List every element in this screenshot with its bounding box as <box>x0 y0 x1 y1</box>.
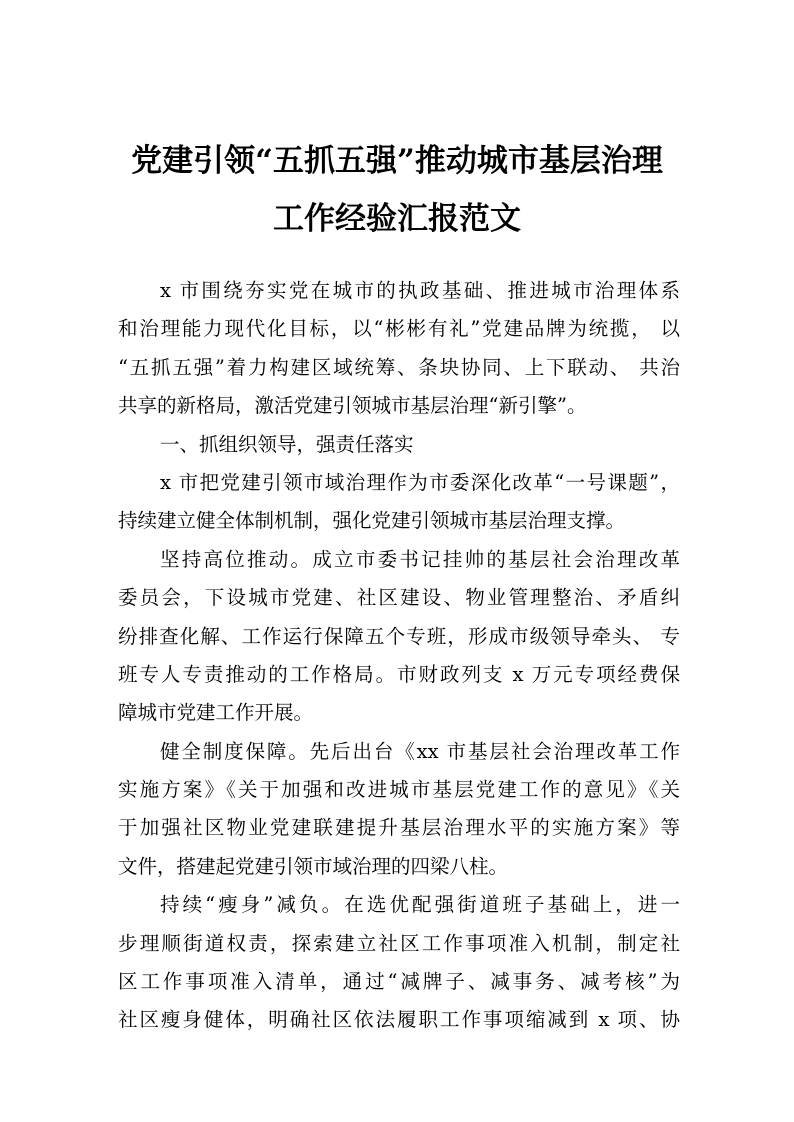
body-line: 社区瘦身健体，明确社区依法履职工作事项缩减到 x 项、协 <box>118 1008 680 1032</box>
body-line: 持续“瘦身”减负。在选优配强街道班子基础上，进一 <box>160 893 680 917</box>
document-body <box>118 272 680 1040</box>
body-line: “五抓五强”着力构建区域统筹、条块协同、上下联动、 共治 <box>118 355 680 379</box>
body-line: 班专人专责推动的工作格局。市财政列支 x 万元专项经费保 <box>118 662 680 686</box>
body-line: 区工作事项准入清单，通过“减牌子、减事务、减考核”为 <box>118 970 680 994</box>
document-title-line-2: 工作经验汇报范文 <box>273 201 521 237</box>
body-line: 健全制度保障。先后出台《xx 市基层社会治理改革工作 <box>160 739 680 763</box>
body-line: 步理顺街道权责，探索建立社区工作事项准入机制，制定社 <box>118 931 680 955</box>
body-line: 共享的新格局，激活党建引领城市基层治理“新引擎”。 <box>118 394 587 418</box>
body-line: 于加强社区物业党建联建提升基层治理水平的实施方案》等 <box>118 816 680 840</box>
body-line: 纷排查化解、工作运行保障五个专班，形成市级领导牵头、 专 <box>118 624 680 648</box>
body-line: 实施方案》《关于加强和改进城市基层党建工作的意见》《关 <box>118 778 680 802</box>
document-title-line-1: 党建引领“五抓五强”推动城市基层治理 <box>131 143 663 179</box>
section-heading: 一、抓组织领导，强责任落实 <box>160 432 414 456</box>
body-line: 持续建立健全体制机制，强化党建引领城市基层治理支撑。 <box>118 509 626 533</box>
body-line: 委员会，下设城市党建、社区建设、物业管理整治、矛盾纠 <box>118 586 680 610</box>
body-line: 文件，搭建起党建引领市域治理的四梁八柱。 <box>118 854 509 878</box>
body-line: x 市把党建引领市域治理作为市委深化改革“一号课题”， <box>160 470 680 494</box>
body-line: 坚持高位推动。成立市委书记挂帅的基层社会治理改革 <box>160 547 680 571</box>
body-line: x 市围绕夯实党在城市的执政基础、推进城市治理体系 <box>160 279 680 302</box>
body-line: 障城市党建工作开展。 <box>118 701 314 725</box>
body-line: 和治理能力现代化目标，以“彬彬有礼”党建品牌为统揽， 以 <box>118 317 680 341</box>
